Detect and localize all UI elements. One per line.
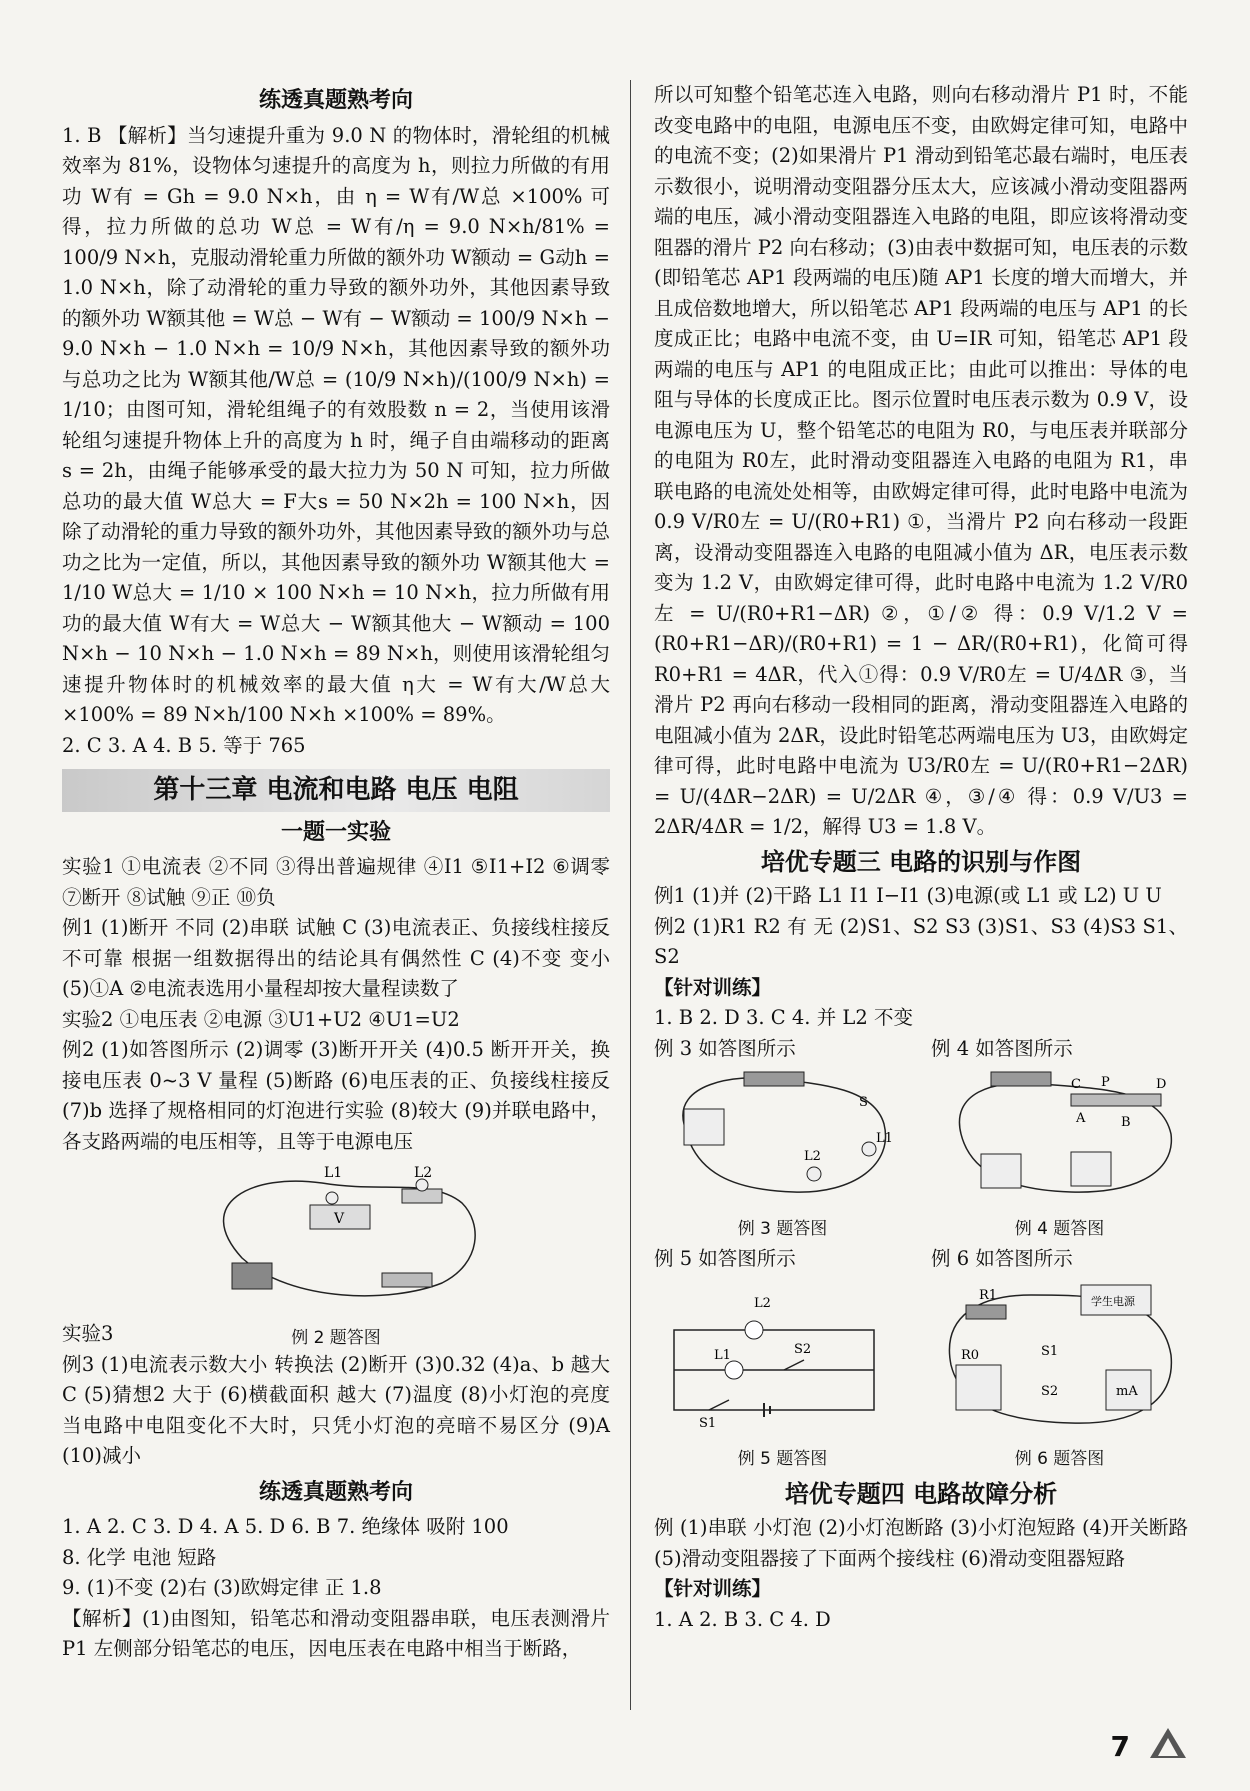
label-R1: R1 bbox=[979, 1287, 998, 1303]
example-6-label: 例 6 如答图所示 bbox=[931, 1247, 1073, 1270]
section-title: 练透真题熟考向 bbox=[258, 88, 413, 113]
answer-paragraph: 例1 (1)断开 不同 (2)串联 试触 C (3)电流表正、负接线柱接反 不可靠 根据一组数据得出的结论具有偶然性 C (4)不变 变小 (5)①A ②电流表选用小量程却按大量程读数了 bbox=[62, 916, 610, 1000]
answer-paragraph: 所以可知整个铅笔芯连入电路，则向右移动滑片 P1 时，不能改变电路中的电阻，电源电压不变，由欧姆定律可知，电路中的电流不变；(2)如果滑片 P1 滑动到铅笔芯最右端时，电压表示数很小，说明滑动变阻器分压太大，应该减小滑动变阻器两端的电压，减小滑动变阻器连入电路的电阻，即应该将滑动变阻器的滑片 P2 向右移动；(3)由表中数据可知，电压表的示数(即铅笔芯 AP1 段两端的电压)随 AP1 长度的增大而增大，并且成倍数地增大，所以铅笔芯 AP1 段两端的电压与 AP1 的长度成正比；电路中电流不变，由 U=IR 可知，铅笔芯 AP1 段两端的电压与 AP1 的电阻成正比；由此可以推出：导体的电阻与导体的长度成正比。图示位置时电压表示数为 0.9 V，设电源电压为 U，整个铅笔芯的电阻为 R0，与电压表并联部分的电阻为 R0左，此时滑动变阻器连入电路的电阻为 R1，串联电路的电流处处相等，由欧姆定律可得，此时电路中电流为 0.9 V/R0左 = U/(R0+R1) ①，当滑片 P2 向右移动一段距离，设滑动变阻器连入电路的电阻减小值为 ΔR，电压表示数变为 1.2 V，由欧姆定律可得，此时电路中电流为 1.2 V/R0左 = U/(R0+R1−ΔR) ②，①/② 得：0.9 V/1.2 V = (R0+R1−ΔR)/(R0+R1) = 1 − ΔR/(R0+R1)，化简可得 R0+R1 = 4ΔR，代入①得：0.9 V/R0左 = U/4ΔR ③，当滑片 P2 再向右移动一段相同的距离，滑动变阻器连入电路的电阻减小值为 2ΔR，设此时铅笔芯两端电压为 U3，由欧姆定律可得，此时电路中电流为 U3/R0左 = U/(R0+R1−2ΔR) = U/(4ΔR−2ΔR) = U/2ΔR ④，③/④ 得：0.9 V/U3 = 2ΔR/4ΔR = 1/2，解得 U3 = 1.8 V。 bbox=[654, 83, 1188, 838]
answer-paragraph: 【解析】(1)由图知，铅笔芯和滑动变阻器串联，电压表测滑片 P1 左侧部分铅笔芯的电压，因电压表在电路中相当于断路， bbox=[62, 1606, 610, 1660]
answer-line: 1. B 2. D 3. C 4. 并 L2 不变 bbox=[654, 1006, 913, 1029]
label-L1: L1 bbox=[324, 1165, 343, 1181]
example-4-label: 例 4 如答图所示 bbox=[931, 1036, 1073, 1060]
label-B: B bbox=[1121, 1115, 1131, 1130]
left-column bbox=[62, 80, 610, 1665]
label-S2: S2 bbox=[1041, 1383, 1059, 1399]
section-title: 练透真题熟考向 bbox=[258, 1479, 413, 1505]
label-L2: L2 bbox=[414, 1165, 433, 1181]
figure-caption: 例 5 题答图 bbox=[737, 1449, 828, 1469]
column-divider bbox=[630, 80, 631, 1710]
label-D: D bbox=[1156, 1077, 1167, 1092]
topic-title: 培优专题三 电路的识别与作图 bbox=[760, 847, 1082, 876]
answer-line: 实验2 ①电压表 ②电源 ③U1+U2 ④U1=U2 bbox=[62, 1007, 460, 1031]
answer-line: 2. C 3. A 4. B 5. 等于 765 bbox=[62, 733, 306, 757]
figure-caption: 例 4 题答图 bbox=[1014, 1218, 1105, 1239]
answer-paragraph: 例3 (1)电流表示数大小 转换法 (2)断开 (3)0.32 (4)a、b 越大 C (5)猜想2 大于 (6)横截面积 越大 (7)温度 (8)小灯泡的亮度 当电路中电阻变化不大时，只凭小灯泡的亮暗不易区分 (9)A (10)减小 bbox=[62, 1352, 610, 1467]
circuit-diagram-4 bbox=[931, 1064, 1188, 1204]
figure-caption: 例 2 题答图 bbox=[291, 1327, 381, 1348]
answer-line: 例1 (1)并 (2)干路 L1 I1 I−I1 (3)电源(或 L1 或 L2) U U bbox=[654, 884, 1162, 907]
answer-line: 例2 (1)R1 R2 有 无 (2)S1、S2 S3 (3)S1、S3 (4)S3 S1、S2 bbox=[654, 914, 1188, 968]
training-label: 【针对训练】 bbox=[654, 975, 772, 999]
answer-line: 1. A 2. B 3. C 4. D bbox=[654, 1607, 831, 1631]
answer-line: 实验3 bbox=[62, 1322, 114, 1345]
figure-row-3-4 bbox=[654, 1034, 1188, 1245]
topic-title: 培优专题四 电路故障分析 bbox=[784, 1479, 1058, 1508]
chapter-banner: 第十三章 电流和电路 电压 电阻 bbox=[62, 769, 610, 812]
answer-paragraph: 例2 (1)如答图所示 (2)调零 (3)断开开关 (4)0.5 断开开关，换接电压表 0~3 V 量程 (5)断路 (6)电压表的正、负接线柱接反 (7)b 选择了规格相同的灯泡进行实验 (8)较大 (9)并联电路中，各支路两端的电压相等，且等于电源电压 bbox=[62, 1038, 610, 1153]
answer-line: 8. 化学 电池 短路 bbox=[62, 1545, 217, 1569]
answer-line: 9. (1)不变 (2)右 (3)欧姆定律 正 1.8 bbox=[62, 1576, 382, 1599]
circuit-diagram-3 bbox=[654, 1064, 911, 1204]
example-5-label: 例 5 如答图所示 bbox=[654, 1247, 796, 1270]
section-title: 一题一实验 bbox=[280, 819, 391, 845]
answer-paragraph: 例 (1)串联 小灯泡 (2)小灯泡断路 (3)小灯泡短路 (4)开关断路 (5)滑动变阻器接了下面两个接线柱 (6)滑动变阻器短路 bbox=[654, 1516, 1188, 1570]
label-V: V bbox=[334, 1211, 345, 1227]
label-mA: mA bbox=[1116, 1383, 1138, 1399]
answer-paragraph: 1. B 【解析】当匀速提升重为 9.0 N 的物体时，滑轮组的机械效率为 81%，设物体匀速提升的高度为 h，则拉力所做的有用功 W有 = Gh = 9.0 N×h，由 η = W有/W总 ×100% 可得，拉力所做的总功 W总 = W有/η = 9.0 N×h/81% = 100/9 N×h，克服动滑轮重力所做的额外功 W额动 = G动h = 1.0 N×h，除了动滑轮的重力导致的额外功外，其他因素导致的额外功 W额其他 = W总 − W有 − W额动 = 100/9 N×h − 9.0 N×h − 1.0 N×h = 10/9 N×h，其他因素导致的额外功与总功之比为 W额其他/W总 = (10/9 N×h)/(100/9 N×h) = 1/10；由图可知，滑轮组绳子的有效股数 n = 2，当使用该滑轮组匀速提升物体上升的高度为 h 时，绳子自由端移动的距离 s = 2h，由绳子能够承受的最大拉力为 50 N 可知，拉力所做总功的最大值 W总大 = F大s = 50 N×2h = 100 N×h，因除了动滑轮的重力导致的额外功外，其他因素导致的额外功与总功之比为一定值，所以，其他因素导致的额外功 W额其他大 = 1/10 W总大 = 1/10 × 100 N×h = 10 N×h，拉力所做有用功的最大值 W有大 = W总大 − W额其他大 − W额动 = 100 N×h − 10 N×h − 1.0 N×h = 89 N×h，则使用该滑轮组匀速提升物体时的机械效率的最大值 η大 = W有大/W总大 ×100% = 89 N×h/100 N×h ×100% = 89%。 bbox=[62, 123, 610, 726]
label-L1: L1 bbox=[876, 1131, 893, 1146]
example-3-label: 例 3 如答图所示 bbox=[654, 1036, 796, 1060]
label-S: S bbox=[859, 1095, 868, 1110]
label-L2: L2 bbox=[754, 1295, 771, 1311]
label-A: A bbox=[1076, 1111, 1086, 1126]
label-source: 学生电源 bbox=[1091, 1294, 1135, 1308]
answer-line: 实验1 ①电流表 ②不同 ③得出普遍规律 ④I1 ⑤I1+I2 ⑥调零 ⑦断开 ⑧试触 ⑨正 ⑩负 bbox=[62, 855, 610, 909]
publisher-logo-icon bbox=[1148, 1726, 1188, 1760]
circuit-diagram-5 bbox=[654, 1275, 911, 1435]
figure-caption: 例 6 题答图 bbox=[1014, 1449, 1105, 1469]
circuit-diagram bbox=[62, 1163, 610, 1313]
circuit-diagram-6 bbox=[931, 1275, 1188, 1435]
label-S1: S1 bbox=[699, 1415, 717, 1431]
label-L1: L1 bbox=[714, 1347, 731, 1363]
figure-row-5-6 bbox=[654, 1244, 1188, 1475]
label-P: P bbox=[1101, 1075, 1110, 1090]
answer-line: 1. A 2. C 3. D 4. A 5. D 6. B 7. 绝缘体 吸附 100 bbox=[62, 1515, 509, 1538]
training-label: 【针对训练】 bbox=[654, 1577, 772, 1600]
label-C: C bbox=[1071, 1077, 1081, 1092]
label-S2: S2 bbox=[794, 1341, 812, 1357]
label-R0: R0 bbox=[961, 1347, 980, 1363]
label-L2: L2 bbox=[804, 1149, 821, 1164]
label-S1: S1 bbox=[1041, 1343, 1059, 1359]
page-number: 7 bbox=[1110, 1730, 1130, 1763]
right-column bbox=[654, 80, 1188, 1635]
figure-caption: 例 3 题答图 bbox=[737, 1218, 828, 1239]
